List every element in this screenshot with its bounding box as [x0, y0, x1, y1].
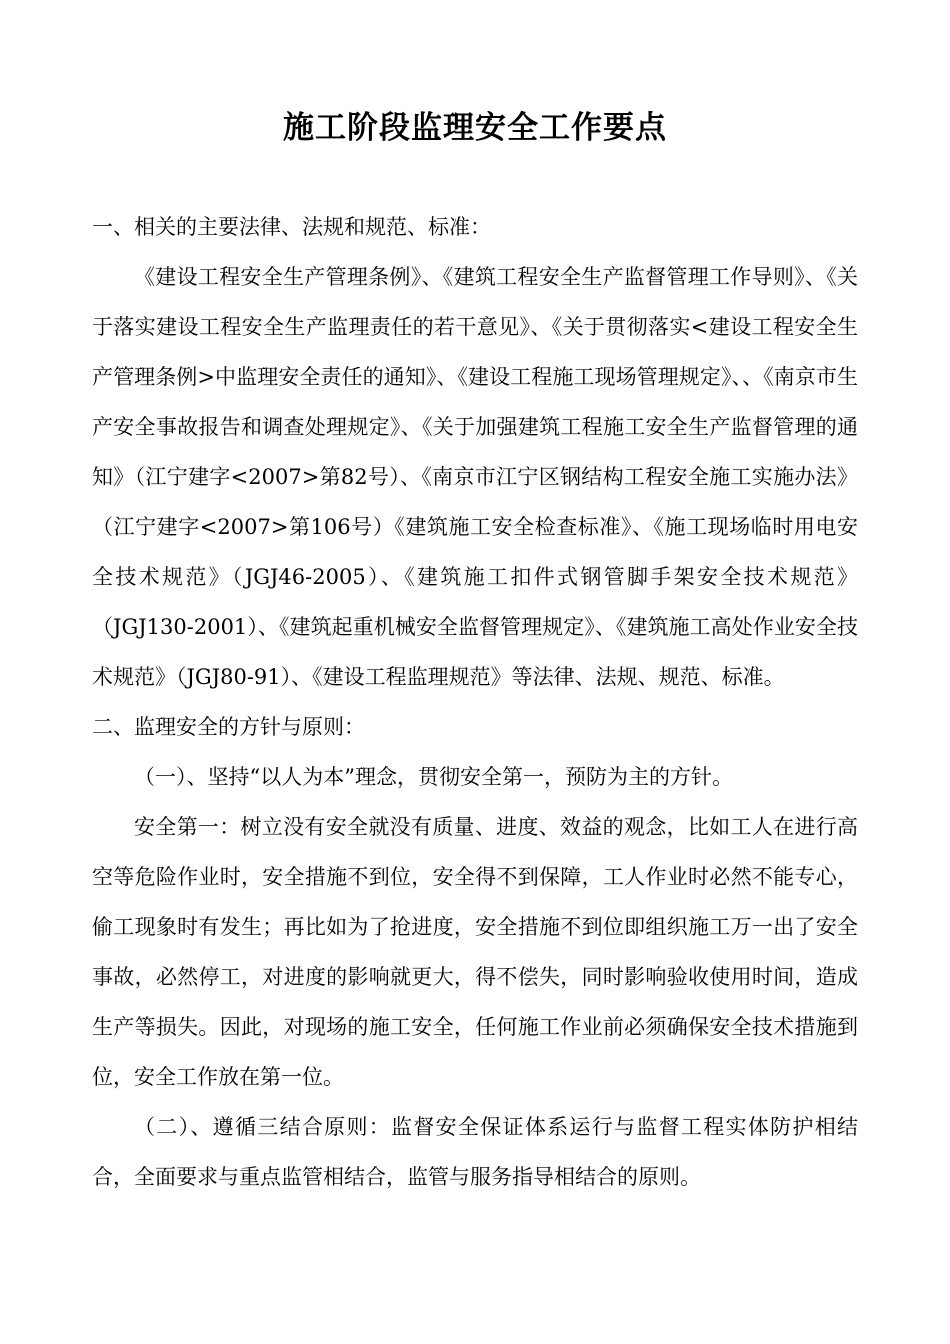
principle-item-1: （一）、坚持“以人为本”理念，贯彻安全第一，预防为主的方针。 — [134, 765, 733, 789]
regulations-paragraph: 《建设工程安全生产管理条例》、《建筑工程安全生产监督管理工作导则》、《关于落实建设工程安全生产监理责任的若干意见》、《关于贯彻落实<建设工程安全生产管理条例>中监理安全责任的通知》、《建设工程施工现场管理规定》、、《南京市生产安全事故报告和调查处理规定》、《关于加强建筑工程施工安全生产监督管理的通知》（江宁建字<2007>第82号）、《南京市江宁区钢结构工程安全施工实施办法》（江宁建字<2007>第106号）《建筑施工安全检查标准》、《施工现场临时用电安全技术规范》（JGJ46-2005）、《建筑施工扣件式钢管脚手架安全技术规范》（JGJ130-2001）、《建筑起重机械安全监督管理规定》、《建筑施工高处作业安全技术规范》（JGJ80-91）、《建设工程监理规范》等法律、法规、规范、标准。 — [92, 265, 858, 689]
document-title: 施工阶段监理安全工作要点 — [283, 110, 667, 146]
principle-item-2: （二）、遵循三结合原则：监督安全保证体系运行与监督工程实体防护相结合，全面要求与重点监管相结合，监管与服务指导相结合的原则。 — [92, 1115, 858, 1189]
safety-first-paragraph: 安全第一：树立没有安全就没有质量、进度、效益的观念，比如工人在进行高空等危险作业时，安全措施不到位，安全得不到保障，工人作业时必然不能专心，偷工现象时有发生；再比如为了抢进度，安全措施不到位即组织施工万一出了安全事故，必然停工，对进度的影响就更大，得不偿失，同时影响验收使用时间，造成生产等损失。因此，对现场的施工安全，任何施工作业前必须确保安全技术措施到位，安全工作放在第一位。 — [92, 815, 858, 1089]
section-heading-1: 一、相关的主要法律、法规和规范、标准： — [92, 215, 491, 239]
document-body — [92, 202, 858, 1202]
section-heading-2: 二、监理安全的方针与原则： — [92, 715, 365, 739]
